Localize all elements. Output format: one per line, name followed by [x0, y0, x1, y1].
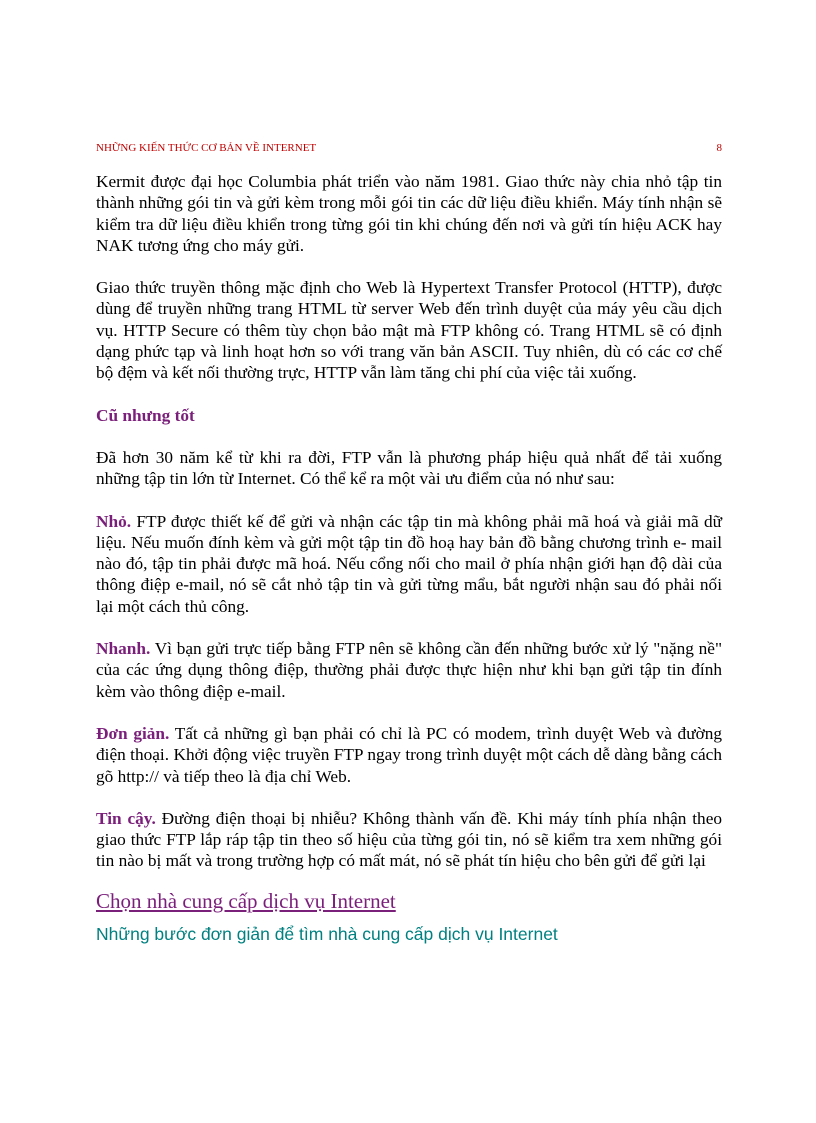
- paragraph-kermit: Kermit được đại học Columbia phát triển vào năm 1981. Giao thức này chia nhỏ tập tin thành những gói tin và gửi kèm trong mỗi gói tin các dữ liệu điều khiển. Máy tính nhận sẽ kiểm tra dữ liệu điều khiển trong từng gói tin khi chúng đến nơi và gửi tín hiệu ACK hay NAK tương ứng cho máy gửi.: [96, 172, 722, 255]
- item-simple-label: Đơn giản.: [96, 723, 170, 743]
- section-title-old-but-good: Cũ nhưng tốt: [96, 405, 195, 425]
- item-simple-text: Tất cả những gì bạn phải có chỉ là PC có modem, trình duyệt Web và đường điện thoại. Khởi động việc truyền FTP ngay trong trình duyệt một cách dễ dàng bằng cách gõ http:// và tiếp theo là địa chỉ Web.: [96, 723, 722, 786]
- item-reliable: [96, 808, 722, 872]
- subheading-isp-steps: Những bước đơn giản để tìm nhà cung cấp dịch vụ Internet: [96, 923, 558, 944]
- item-simple: [96, 723, 722, 787]
- page-header: [96, 142, 722, 154]
- item-small-text: FTP được thiết kế để gửi và nhận các tập tin mà không phải mã hoá và giải mã dữ liệu. Nếu muốn đính kèm và gửi một tập tin đồ hoạ hay bản đồ bằng chương trình e- mail nào đó, tập tin phải được mã hoá. Nếu cổng nối cho mail ở phía nhận giới hạn độ dài của thông điệp e-mail, nó sẽ cắt nhỏ tập tin và gửi từng mẩu, bắt người nhận sau đó phải nối lại một cách thủ công.: [96, 511, 722, 616]
- page-number: 8: [716, 142, 722, 154]
- item-reliable-label: Tin cậy.: [96, 808, 156, 828]
- item-fast: [96, 638, 722, 702]
- item-fast-text: Vì bạn gửi trực tiếp bằng FTP nên sẽ không cần đến những bước xử lý "nặng nề" của các ứng dụng thông điệp, thường phải được thực hiện như khi bạn gửi tập tin đính kèm vào thông điệp e-mail.: [96, 639, 722, 701]
- heading-choose-isp: Chọn nhà cung cấp dịch vụ Internet: [96, 888, 396, 913]
- paragraph-intro: Đã hơn 30 năm kể từ khi ra đời, FTP vẫn là phương pháp hiệu quả nhất để tải xuống những tập tin lớn từ Internet. Có thể kể ra một vài ưu điểm của nó như sau:: [96, 447, 722, 489]
- item-small-label: Nhỏ.: [96, 511, 132, 531]
- item-small: [96, 511, 722, 617]
- header-title: NHỮNG KIẾN THỨC CƠ BẢN VỀ INTERNET: [96, 142, 317, 154]
- paragraph-http: Giao thức truyền thông mặc định cho Web là Hypertext Transfer Protocol (HTTP), được dùng để truyền những trang HTML từ server Web đến trình duyệt của máy yêu cầu dịch vụ. HTTP Secure có thêm tùy chọn bảo mật mà FTP không có. Trang HTML sẽ có định dạng phức tạp và linh hoạt hơn so với trang văn bản ASCII. Tuy nhiên, dù có các cơ chế bộ đệm và kết nối thường trực, HTTP vẫn làm tăng chi phí của việc tải xuống.: [96, 278, 722, 383]
- page-content: [96, 171, 722, 946]
- item-reliable-text: Đường điện thoại bị nhiễu? Không thành vấn đề. Khi máy tính phía nhận theo giao thức FTP lắp ráp tập tin theo số hiệu của từng gói tin, nó sẽ kiểm tra xem những gói tin nào bị mất và trong trường hợp có mất mát, nó sẽ phát tín hiệu cho bên gửi để gửi lại: [96, 808, 723, 871]
- item-fast-label: Nhanh.: [96, 639, 151, 659]
